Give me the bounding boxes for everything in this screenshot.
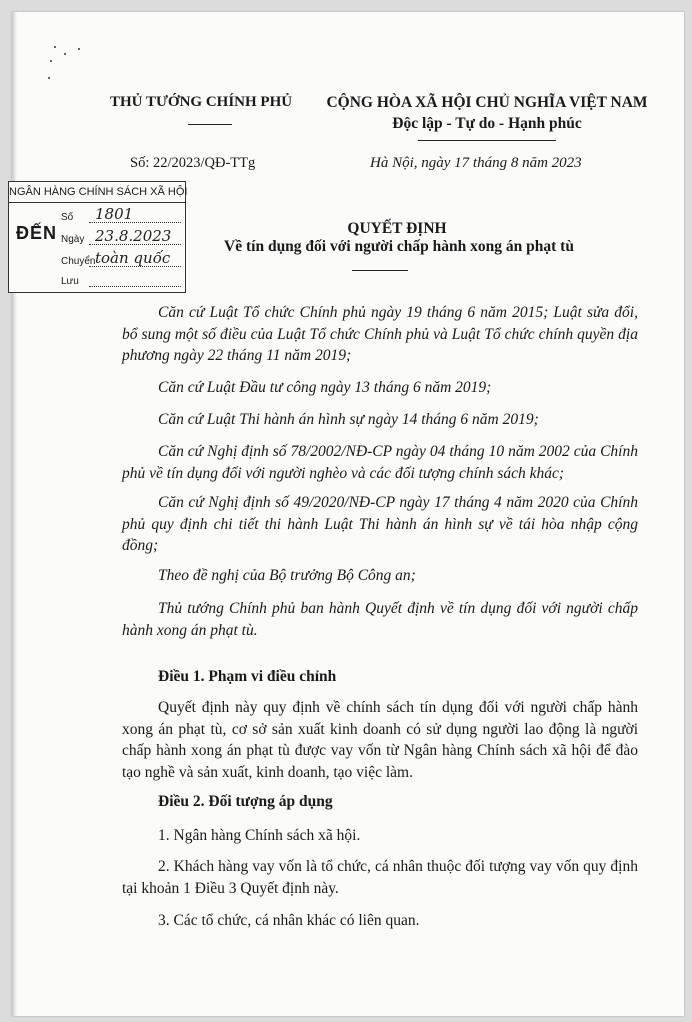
page-edge-shadow (12, 12, 17, 1016)
incoming-stamp (8, 181, 186, 293)
stamp-row-luu (61, 272, 185, 292)
stamp-chuyen-value: toàn quốc (95, 249, 171, 267)
scan-specks (40, 40, 100, 80)
stamp-ngay-label: Ngày (61, 234, 85, 245)
preamble-basis-4: Căn cứ Nghị định số 78/2002/NĐ-CP ngày 04 tháng 10 năm 2002 của Chính phủ về tín dụng đối với người nghèo và các đối tượng chính sách khác; (122, 443, 638, 482)
preamble-basis-3: Căn cứ Luật Thi hành án hình sự ngày 14 tháng 6 năm 2019; (158, 411, 539, 428)
stamp-dotted-line (89, 278, 181, 287)
stamp-chuyen-label: Chuyển (61, 256, 96, 267)
agency-underline (188, 124, 232, 125)
preamble-basis-2: Căn cứ Luật Đầu tư công ngày 13 tháng 6 năm 2019; (158, 379, 492, 396)
stamp-row-so (61, 205, 185, 228)
stamp-ngay-value: 23.8.2023 (95, 227, 172, 245)
stamp-row-chuyen (61, 249, 185, 272)
issuing-agency: THỦ TƯỚNG CHÍNH PHỦ (110, 94, 293, 110)
article-2-item-3: 3. Các tổ chức, cá nhân khác có liên quan. (158, 912, 420, 929)
preamble-proposal: Theo đề nghị của Bộ trưởng Bộ Công an; (158, 567, 416, 584)
place-and-date: Hà Nội, ngày 17 tháng 8 năm 2023 (370, 155, 582, 171)
stamp-den-label: ĐẾN (16, 223, 58, 243)
decision-subject: Về tín dụng đối với người chấp hành xong án phạt tù (224, 238, 574, 255)
stamp-so-label: Số (61, 212, 74, 223)
article-2-item-1: 1. Ngân hàng Chính sách xã hội. (158, 827, 361, 844)
stamp-luu-label: Lưu (61, 276, 79, 287)
article-2-title: Điều 2. Đối tượng áp dụng (158, 793, 333, 810)
decision-title: QUYẾT ĐỊNH (347, 220, 447, 237)
article-1-title: Điều 1. Phạm vi điều chỉnh (158, 668, 337, 685)
stamp-row-ngay (61, 227, 185, 250)
subject-underline (352, 270, 408, 271)
article-2-item-2: 2. Khách hàng vay vốn là tổ chức, cá nhân thuộc đối tượng vay vốn quy định tại khoản 1 Điều 3 Quyết định này. (122, 858, 638, 897)
preamble-basis-1: Căn cứ Luật Tổ chức Chính phủ ngày 19 tháng 6 năm 2015; Luật sửa đổi, bổ sung một số điều của Luật Tổ chức Chính phủ và Luật Tổ chức chính quyền địa phương ngày 22 tháng 11 năm 2019; (122, 304, 638, 365)
national-title: CỘNG HÒA XÃ HỘI CHỦ NGHĨA VIỆT NAM (326, 94, 648, 111)
stamp-organization: NGÂN HÀNG CHÍNH SÁCH XÃ HỘI (9, 182, 185, 203)
article-1-body: Quyết định này quy định về chính sách tín dụng đối với người chấp hành xong án phạt tù, cơ sở sản xuất kinh doanh có sử dụng người lao động là người chấp hành xong án phạt tù được vay vốn từ Ngân hàng Chính sách xã hội để đào tạo nghề và sản xuất, kinh doanh, tạo việc làm. (122, 699, 638, 781)
national-motto: Độc lập - Tự do - Hạnh phúc (392, 115, 582, 132)
stamp-so-value: 1801 (95, 205, 134, 223)
preamble-enactment: Thủ tướng Chính phủ ban hành Quyết định về tín dụng đối với người chấp hành xong án phạt tù. (122, 600, 638, 639)
motto-underline (418, 140, 556, 141)
document-number: Số: 22/2023/QĐ-TTg (130, 155, 256, 171)
preamble-basis-5: Căn cứ Nghị định số 49/2020/NĐ-CP ngày 17 tháng 4 năm 2020 của Chính phủ quy định chi tiết thi hành Luật Thi hành án hình sự về tái hòa nhập cộng đồng; (122, 494, 638, 555)
